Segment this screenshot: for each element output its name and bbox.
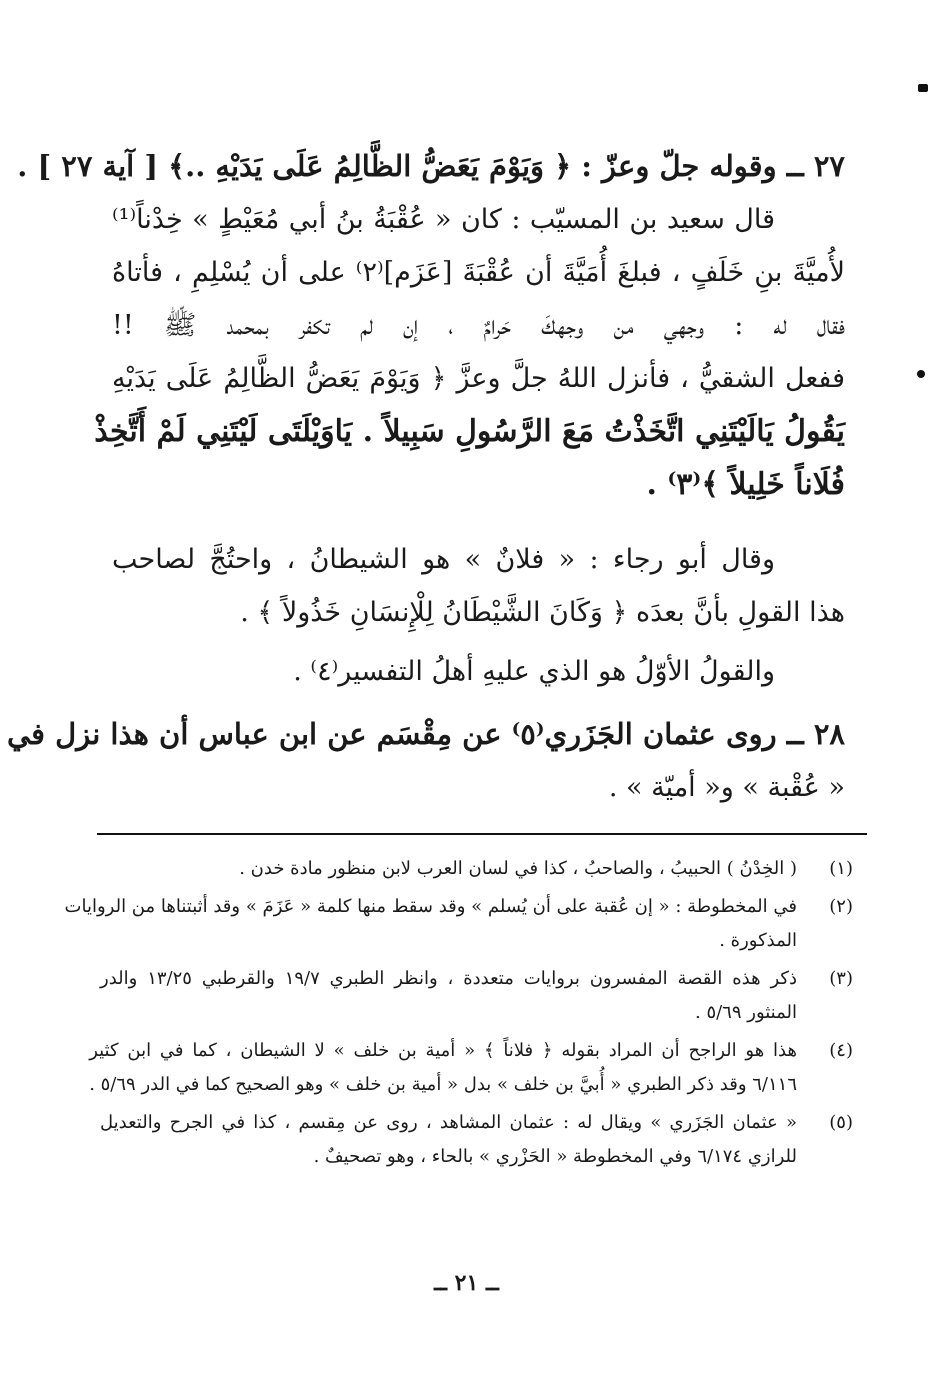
footnote-text: المذكورة . [719, 930, 797, 951]
footnote-number: (١) [829, 858, 853, 879]
text-line: « عُقْبة » و« أميّة » . [608, 772, 845, 803]
text-line: وقال أبو رجاء : « فلانٌ » هو الشيطانُ ، واحتُجَّ لصاحب [112, 544, 775, 575]
margin-dot [917, 370, 925, 378]
entry-28-heading: ٢٨ ــ روى عثمان الجَزَري⁽٥⁾ عن مِقْسَم عن ابن عباس أن هذا نزل في [7, 717, 845, 751]
footnote-text: للرازي ٦/١٧٤ وفي المخطوطة « الحَزْري » بالحاء ، وهو تصحيفٌ . [313, 1146, 797, 1167]
quran-verse-line: يَقُولُ يَالَيْتَنِي اتَّخَذْتُ مَعَ الرَّسُولِ سَبِيلاً . يَاوَيْلَتَى لَيْتَنِي لَمْ أَتَّخِذْ [94, 414, 845, 449]
conclusion-line: والقولُ الأوّلُ هو الذي عليهِ أهلُ التفسير⁽٤⁾ . [293, 656, 775, 687]
margin-mark [918, 84, 928, 92]
text-line: ففعل الشقيُّ ، فأنزل اللهُ جلَّ وعزَّ ﴿ وَيَوْمَ يَعَضُّ الظَّالِمُ عَلَى يَدَيْهِ [112, 363, 845, 394]
text-line: لأُميَّةَ بنِ خَلَفٍ ، فبلغَ أُمَيَّةَ أن عُقْبَةَ [عَزَم]⁽٢⁾ على أن يُسْلِمِ ، فأتاهُ [112, 257, 845, 288]
text-line: هذا القولِ بأنَّ بعدَه ﴿ وَكَانَ الشَّيْطَانُ لِلْإِنسَانِ خَذُولاً ﴾ . [240, 597, 845, 628]
footnote-text: ذكر هذه القصة المفسرون بروايات متعددة ، وانظر الطبري ١٩/٧ والقرطبي ١٣/٢٥ والدر [100, 968, 797, 989]
quran-verse-line: فُلَاناً خَلِيلاً ﴾⁽٣⁾ . [646, 467, 845, 502]
footnote-number: (٢) [829, 896, 853, 917]
footnote [89, 1034, 853, 1102]
footnote-number: (٤) [829, 1040, 853, 1061]
footnote-text: ٦/١١٦ وقد ذكر الطبري « أُبيَّ بن خلف » بدل « أمية بن خلف » وهو الصحيح كما في الدر ٥/٦٩ . [89, 1074, 797, 1095]
footnote-number: (٥) [829, 1112, 853, 1133]
footnote-text: هذا هو الراجح أن المراد بقوله ﴿ فلاناً ﴾ « أمية بن خلف » لا الشيطان ، كما في ابن كثير [89, 1040, 797, 1061]
footnotes [64, 852, 853, 1178]
text-line: فقال له : وجهي من وجهكَ حَرامٌ ، إن لم تكفر بمحمد ﷺ !! [112, 310, 845, 341]
abu-raja-paragraph [112, 533, 845, 639]
footnote [64, 890, 853, 958]
footnote-text: ( الخِدْنُ ) الحبيبُ ، والصاحبُ ، كذا في لسان العرب لابن منظور مادة خدن . [239, 858, 797, 879]
main-text [7, 140, 845, 814]
entry-28 [7, 708, 845, 814]
footnote-text: في المخطوطة : « إن عُقبة على أن يُسلم » وقد سقط منها كلمة « عَزَمَ » وقد أثبتناها من الروايات [64, 896, 797, 917]
entry-27 [17, 140, 845, 511]
footnote-number: (٣) [829, 968, 853, 989]
footnote [100, 852, 853, 886]
page-number: ــ ٢١ ــ [434, 1270, 499, 1296]
footnote-divider [97, 833, 867, 835]
footnote-text: المنثور ٥/٦٩ . [695, 1002, 797, 1023]
footnote [100, 1106, 853, 1174]
entry-27-heading: ٢٧ ــ وقوله جلّ وعزّ : ﴿ وَيَوْمَ يَعَضُّ الظَّالِمُ عَلَى يَدَيْهِ ..﴾ [ آية ٢٧ ] . [17, 149, 845, 183]
footnote [100, 962, 853, 1030]
footnote-text: « عثمان الجَزَري » ويقال له : عثمان المشاهد ، روى عن مِقسم ، كذا في الجرح والتعديل [100, 1112, 797, 1133]
text-line: قال سعيد بن المسيّب : كان « عُقْبَةُ بنُ أبي مُعَيْطٍ » خِدْناً⁽¹⁾ [112, 204, 775, 235]
